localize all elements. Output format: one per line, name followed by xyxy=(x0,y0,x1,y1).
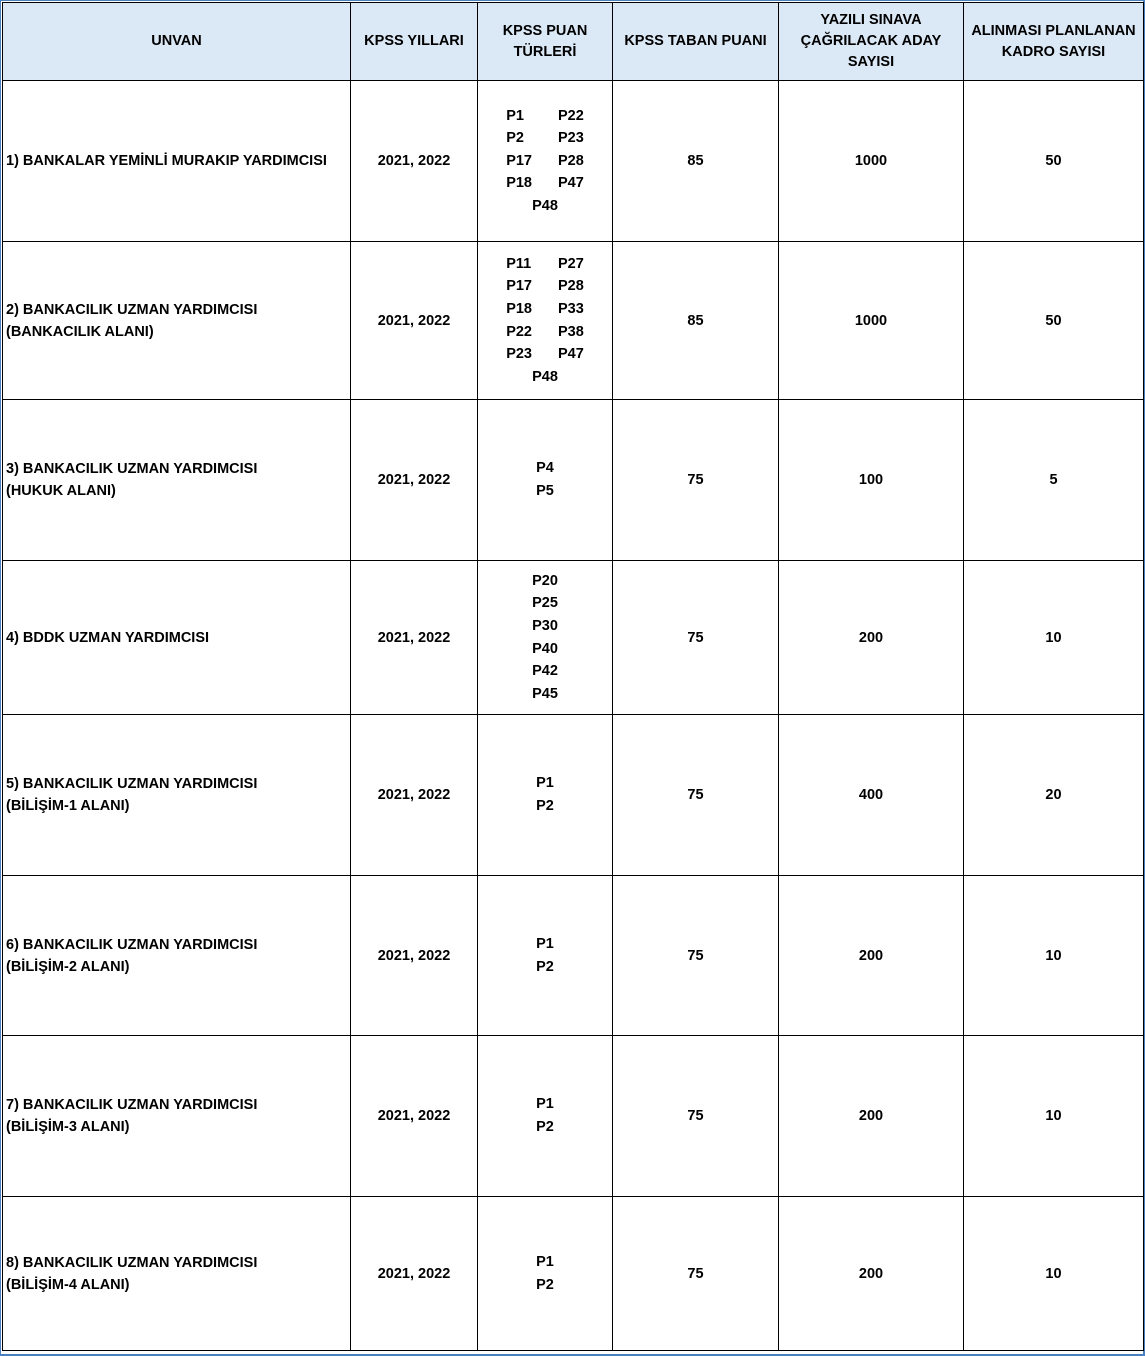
header-aday-line-2: ÇAĞRILACAK ADAY xyxy=(800,33,942,49)
header-taban-puani-label: KPSS TABAN PUANI xyxy=(624,33,767,49)
cell-taban-puani: 75 xyxy=(613,400,779,561)
puan-turu: P22 xyxy=(558,107,584,124)
unvan-line-2: (BİLİŞİM-4 ALANI) xyxy=(6,1276,130,1293)
puan-turu: P17 xyxy=(506,278,532,295)
puan-turu: P38 xyxy=(558,323,584,340)
cell-aday-sayisi: 100 xyxy=(779,400,964,561)
unvan-line-1: 2) BANKACILIK UZMAN YARDIMCISI xyxy=(6,301,258,318)
cell-kadro-sayisi: 20 xyxy=(964,715,1144,876)
puan-turu: P1 xyxy=(536,935,554,952)
puan-turu: P47 xyxy=(558,175,584,192)
cell-kpss-yillari: 2021, 2022 xyxy=(351,400,478,561)
puan-turu: P28 xyxy=(558,152,584,169)
puan-turleri-list xyxy=(536,1251,554,1296)
puan-turu: P48 xyxy=(532,368,558,385)
puan-turu: P2 xyxy=(536,1119,554,1135)
puan-turu: P48 xyxy=(532,197,558,214)
header-taban-puani xyxy=(613,3,779,81)
cell-kadro-sayisi: 10 xyxy=(964,876,1144,1036)
cell-taban-puani: 75 xyxy=(613,1036,779,1197)
cell-unvan xyxy=(3,81,351,242)
puan-turu: P2 xyxy=(506,130,524,147)
cell-puan-turleri xyxy=(478,876,613,1036)
puan-turu: P17 xyxy=(506,152,532,169)
cell-unvan xyxy=(3,1036,351,1197)
puan-turleri-list xyxy=(536,772,554,817)
puan-turu: P1 xyxy=(536,775,554,792)
unvan-line-2: (HUKUK ALANI) xyxy=(6,483,116,499)
unvan-line-1: 5) BANKACILIK UZMAN YARDIMCISI xyxy=(6,776,258,792)
cell-unvan xyxy=(3,242,351,400)
unvan-line-1: 6) BANKACILIK UZMAN YARDIMCISI xyxy=(6,936,258,953)
cell-taban-puani: 75 xyxy=(613,715,779,876)
header-kadro-sayisi xyxy=(964,3,1144,81)
table-row xyxy=(3,1197,1144,1351)
cell-kadro-sayisi: 10 xyxy=(964,1036,1144,1197)
cell-taban-puani: 75 xyxy=(613,561,779,715)
cell-kadro-sayisi: 5 xyxy=(964,400,1144,561)
table-row xyxy=(3,1036,1144,1197)
cell-kadro-sayisi: 10 xyxy=(964,561,1144,715)
cell-kpss-yillari: 2021, 2022 xyxy=(351,1197,478,1351)
puan-turu: P11 xyxy=(506,255,532,272)
cell-unvan xyxy=(3,1197,351,1351)
puan-turu: P18 xyxy=(506,175,532,192)
puan-turleri-list xyxy=(506,105,584,218)
puan-turu: P1 xyxy=(536,1253,554,1270)
puan-turleri-list xyxy=(536,933,554,978)
cell-puan-turleri xyxy=(478,715,613,876)
cell-aday-sayisi: 1000 xyxy=(779,242,964,400)
puan-turu: P28 xyxy=(558,278,584,295)
puan-turleri-list xyxy=(536,457,554,502)
header-aday-sayisi xyxy=(779,3,964,81)
puan-turu: P27 xyxy=(558,255,584,272)
cell-kadro-sayisi: 10 xyxy=(964,1197,1144,1351)
puan-turu: P5 xyxy=(536,483,554,499)
cell-unvan xyxy=(3,876,351,1036)
cell-aday-sayisi: 200 xyxy=(779,561,964,715)
cell-taban-puani: 85 xyxy=(613,242,779,400)
header-unvan xyxy=(3,3,351,81)
puan-turu: P47 xyxy=(558,346,584,363)
header-kadro-line-2: KADRO SAYISI xyxy=(1001,43,1106,60)
puan-turu: P1 xyxy=(506,107,524,124)
cell-puan-turleri xyxy=(478,400,613,561)
cell-aday-sayisi: 200 xyxy=(779,876,964,1036)
puan-turu: P45 xyxy=(532,685,558,702)
cell-aday-sayisi: 400 xyxy=(779,715,964,876)
cell-puan-turleri xyxy=(478,1036,613,1197)
puan-turu: P1 xyxy=(536,1096,554,1113)
header-kadro-line-1: ALINMASI PLANLANAN xyxy=(971,22,1136,39)
unvan-line-2: (BİLİŞİM-3 ALANI) xyxy=(6,1119,130,1135)
cell-taban-puani: 75 xyxy=(613,1197,779,1351)
puan-turu: P18 xyxy=(506,300,532,317)
cell-kadro-sayisi: 50 xyxy=(964,81,1144,242)
puan-turu: P40 xyxy=(532,640,558,657)
header-unvan-label: UNVAN xyxy=(151,33,202,49)
header-puan-turleri-line-2: TÜRLERİ xyxy=(513,43,577,60)
header-puan-turleri-line-1: KPSS PUAN xyxy=(502,22,588,39)
unvan-line-1: 8) BANKACILIK UZMAN YARDIMCISI xyxy=(6,1254,258,1271)
unvan-line-1: 4) BDDK UZMAN YARDIMCISI xyxy=(6,629,210,646)
puan-turu: P20 xyxy=(532,572,558,589)
cell-taban-puani: 85 xyxy=(613,81,779,242)
unvan-line-1: 1) BANKALAR YEMİNLİ MURAKIP YARDIMCISI xyxy=(6,153,327,169)
cell-kpss-yillari: 2021, 2022 xyxy=(351,876,478,1036)
puan-turu: P2 xyxy=(536,1276,554,1293)
cell-kpss-yillari: 2021, 2022 xyxy=(351,242,478,400)
unvan-line-1: 3) BANKACILIK UZMAN YARDIMCISI xyxy=(6,461,258,477)
cell-taban-puani: 75 xyxy=(613,876,779,1036)
cell-puan-turleri xyxy=(478,242,613,400)
header-aday-line-3: SAYISI xyxy=(847,54,895,70)
unvan-line-2: (BİLİŞİM-1 ALANI) xyxy=(6,798,130,814)
cell-kpss-yillari: 2021, 2022 xyxy=(351,81,478,242)
cell-kpss-yillari: 2021, 2022 xyxy=(351,715,478,876)
puan-turu: P4 xyxy=(536,460,554,477)
puan-turleri-list xyxy=(532,570,558,706)
table-row xyxy=(3,81,1144,242)
header-kpss-yillari-label: KPSS YILLARI xyxy=(364,33,464,49)
cell-unvan xyxy=(3,561,351,715)
puan-turu: P22 xyxy=(506,323,532,340)
puan-turu: P30 xyxy=(532,617,558,634)
unvan-line-2: (BANKACILIK ALANI) xyxy=(6,323,154,340)
cell-aday-sayisi: 1000 xyxy=(779,81,964,242)
cell-unvan xyxy=(3,400,351,561)
puan-turu: P2 xyxy=(536,958,554,975)
cell-kpss-yillari: 2021, 2022 xyxy=(351,1036,478,1197)
table-row xyxy=(3,242,1144,400)
table-row xyxy=(3,561,1144,715)
puan-turu: P25 xyxy=(532,595,558,612)
header-kpss-yillari xyxy=(351,3,478,81)
puan-turu: P23 xyxy=(558,130,584,147)
puan-turleri-list xyxy=(536,1093,554,1138)
cell-puan-turleri xyxy=(478,1197,613,1351)
cell-aday-sayisi: 200 xyxy=(779,1197,964,1351)
puan-turu: P42 xyxy=(532,663,558,680)
table-row xyxy=(3,876,1144,1036)
cell-unvan xyxy=(3,715,351,876)
puan-turu: P2 xyxy=(536,798,554,814)
cell-kpss-yillari: 2021, 2022 xyxy=(351,561,478,715)
puan-turu: P23 xyxy=(506,346,532,363)
table-row xyxy=(3,400,1144,561)
puan-turleri-list xyxy=(506,253,584,389)
header-aday-line-1: YAZILI SINAVA xyxy=(820,12,922,28)
header-row xyxy=(3,3,1144,81)
cell-puan-turleri xyxy=(478,561,613,715)
unvan-line-1: 7) BANKACILIK UZMAN YARDIMCISI xyxy=(6,1097,258,1113)
header-puan-turleri xyxy=(478,3,613,81)
table-row xyxy=(3,715,1144,876)
puan-turu: P33 xyxy=(558,300,584,317)
cell-kadro-sayisi: 50 xyxy=(964,242,1144,400)
cell-aday-sayisi: 200 xyxy=(779,1036,964,1197)
positions-table xyxy=(2,2,1144,1351)
unvan-line-2: (BİLİŞİM-2 ALANI) xyxy=(6,958,130,975)
cell-puan-turleri xyxy=(478,81,613,242)
